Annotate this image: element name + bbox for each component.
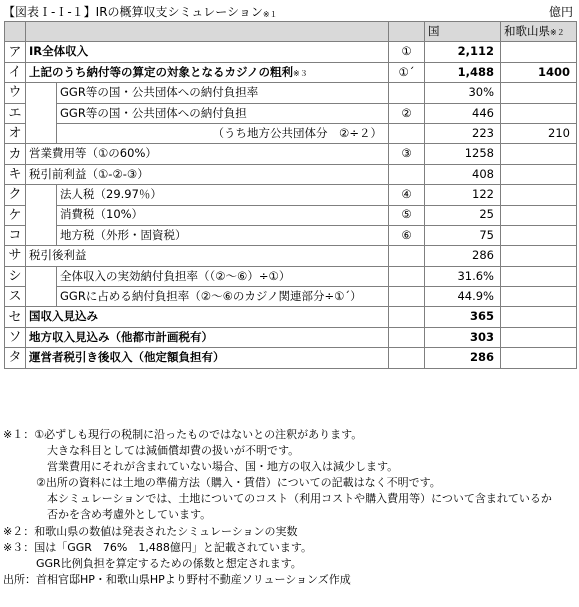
footnote-line: 営業費用にそれが含まれていない場合、国・地方の収入は減少します。 — [3, 460, 399, 474]
row-wakayama-value — [501, 287, 577, 307]
row-national-value: 1258 — [425, 144, 501, 164]
row-wakayama-value — [501, 348, 577, 368]
figure-title-note: ※１ — [262, 10, 278, 19]
footnote-line: ※２：和歌山県の数値は発表されたシミュレーションの実数 — [3, 524, 298, 538]
row-wakayama-value — [501, 42, 577, 62]
row-wakayama-value — [501, 144, 577, 164]
row-mark — [389, 246, 425, 266]
row-key: ソ — [5, 327, 26, 347]
table-row — [5, 246, 577, 266]
row-wakayama-value — [501, 185, 577, 205]
row-label: IR全体収入 — [26, 42, 389, 62]
row-label: 国収入見込み — [26, 307, 389, 327]
row-wakayama-value — [501, 246, 577, 266]
footnote-line: 大きな科目としては減価償却費の扱いが不明です。 — [3, 444, 300, 458]
indent-spacer — [26, 266, 57, 307]
table-row — [5, 348, 577, 368]
table-row — [5, 62, 577, 82]
row-key: タ — [5, 348, 26, 368]
indent-spacer — [26, 83, 57, 144]
footnote-line: 否かを含め考慮外としています。 — [3, 508, 212, 522]
row-mark: ①´ — [389, 62, 425, 82]
row-label-note: ※３ — [293, 68, 308, 78]
row-mark — [389, 327, 425, 347]
row-national-value: 75 — [425, 225, 501, 245]
row-label: 税引後利益 — [26, 246, 389, 266]
row-wakayama-value: 1400 — [501, 62, 577, 82]
table-row — [5, 103, 577, 123]
source-line: 出所：首相官邸HP・和歌山県HPより野村不動産ソリューションズ作成 — [3, 572, 351, 586]
row-wakayama-value — [501, 307, 577, 327]
header-blank-mark — [389, 22, 425, 42]
row-wakayama-value — [501, 205, 577, 225]
table-row — [5, 205, 577, 225]
table-row — [5, 42, 577, 62]
row-key: カ — [5, 144, 26, 164]
row-mark — [389, 83, 425, 103]
row-wakayama-value — [501, 103, 577, 123]
row-national-value: 2,112 — [425, 42, 501, 62]
row-national-value: 446 — [425, 103, 501, 123]
table-row — [5, 83, 577, 103]
row-mark: ⑥ — [389, 225, 425, 245]
table-row — [5, 164, 577, 184]
footnote-line: ②出所の資料には土地の準備方法（購入・賃借）についての記載はなく不明です。 — [3, 476, 441, 490]
header-wakayama — [501, 22, 577, 42]
table-row — [5, 123, 577, 143]
row-mark — [389, 287, 425, 307]
row-label: 地方税（外形・固資税） — [57, 225, 389, 245]
table-row — [5, 225, 577, 245]
table-row — [5, 266, 577, 286]
header-wakayama-text: 和歌山県 — [504, 23, 550, 38]
row-national-value: 31.6% — [425, 266, 501, 286]
row-label: GGR等の国・公共団体への納付負担 — [57, 103, 389, 123]
row-key: ス — [5, 287, 26, 307]
row-mark — [389, 307, 425, 327]
row-key: ケ — [5, 205, 26, 225]
row-wakayama-value — [501, 266, 577, 286]
row-label: 営業費用等（①の60%） — [26, 144, 389, 164]
footnote-line: 本シミュレーションでは、土地についてのコスト（利用コストや購入費用等）について含まれているか — [3, 492, 552, 506]
header-blank-label — [26, 22, 389, 42]
footnote-line: ※１：①必ずしも現行の税制に沿ったものではないとの注釈があります。 — [3, 428, 363, 441]
row-key: オ — [5, 123, 26, 143]
row-mark: ④ — [389, 185, 425, 205]
row-national-value: 408 — [425, 164, 501, 184]
row-national-value: 286 — [425, 348, 501, 368]
row-label: 運営者税引き後収入（他定額負担有） — [26, 348, 389, 368]
row-national-value: 286 — [425, 246, 501, 266]
simulation-table — [4, 21, 577, 369]
row-key: サ — [5, 246, 26, 266]
row-national-value: 303 — [425, 327, 501, 347]
header-national: 国 — [425, 22, 501, 42]
table-row — [5, 185, 577, 205]
footnotes — [3, 427, 552, 588]
row-national-value: 30% — [425, 83, 501, 103]
row-mark — [389, 123, 425, 143]
figure-title — [3, 3, 278, 20]
unit-label: 億円 — [548, 5, 573, 19]
row-mark — [389, 348, 425, 368]
row-national-value: 44.9% — [425, 287, 501, 307]
row-label: GGR等の国・公共団体への納付負担率 — [57, 83, 389, 103]
row-wakayama-value — [501, 327, 577, 347]
row-key: シ — [5, 266, 26, 286]
row-mark: ③ — [389, 144, 425, 164]
row-mark: ① — [389, 42, 425, 62]
row-key: ク — [5, 185, 26, 205]
footnote-line: GGR比例負担を算定するための係数と想定されます。 — [3, 556, 302, 570]
row-national-value: 25 — [425, 205, 501, 225]
row-key: キ — [5, 164, 26, 184]
row-national-value: 122 — [425, 185, 501, 205]
header-wakayama-note: ※２ — [550, 27, 565, 37]
row-label: （うち地方公共団体分 ②÷２） — [57, 123, 389, 143]
table-row — [5, 287, 577, 307]
row-label: 税引前利益（①-②-③） — [26, 164, 389, 184]
footnote-line: ※３：国は「GGR 76% 1,488億円」と記載されています。 — [3, 540, 312, 554]
row-key: ウ — [5, 83, 26, 103]
table-row — [5, 307, 577, 327]
row-wakayama-value: 210 — [501, 123, 577, 143]
row-national-value: 223 — [425, 123, 501, 143]
row-key: イ — [5, 62, 26, 82]
row-label: 地方収入見込み（他都市計画税有） — [26, 327, 389, 347]
row-mark: ② — [389, 103, 425, 123]
row-key: コ — [5, 225, 26, 245]
row-key: ア — [5, 42, 26, 62]
row-mark: ⑤ — [389, 205, 425, 225]
row-mark — [389, 164, 425, 184]
table-row — [5, 327, 577, 347]
row-wakayama-value — [501, 164, 577, 184]
indent-spacer — [26, 185, 57, 246]
header-blank-key — [5, 22, 26, 42]
row-national-value: 1,488 — [425, 62, 501, 82]
row-label — [26, 62, 389, 82]
row-label: 全体収入の実効納付負担率（（②～⑥）÷①） — [57, 266, 389, 286]
table-header-row — [5, 22, 577, 42]
row-key: セ — [5, 307, 26, 327]
table-row — [5, 144, 577, 164]
row-key: エ — [5, 103, 26, 123]
row-mark — [389, 266, 425, 286]
row-label: GGRに占める納付負担率（②～⑥のカジノ関連部分÷①´） — [57, 287, 389, 307]
row-wakayama-value — [501, 83, 577, 103]
row-label: 法人税（29.97％） — [57, 185, 389, 205]
row-label: 消費税（10%） — [57, 205, 389, 225]
row-national-value: 365 — [425, 307, 501, 327]
row-wakayama-value — [501, 225, 577, 245]
figure-title-text: 【図表Ｉ-Ｉ-１】IRの概算収支シミュレーション — [3, 5, 263, 19]
row-label-text: 上記のうち納付等の算定の対象となるカジノの粗利 — [29, 64, 294, 79]
